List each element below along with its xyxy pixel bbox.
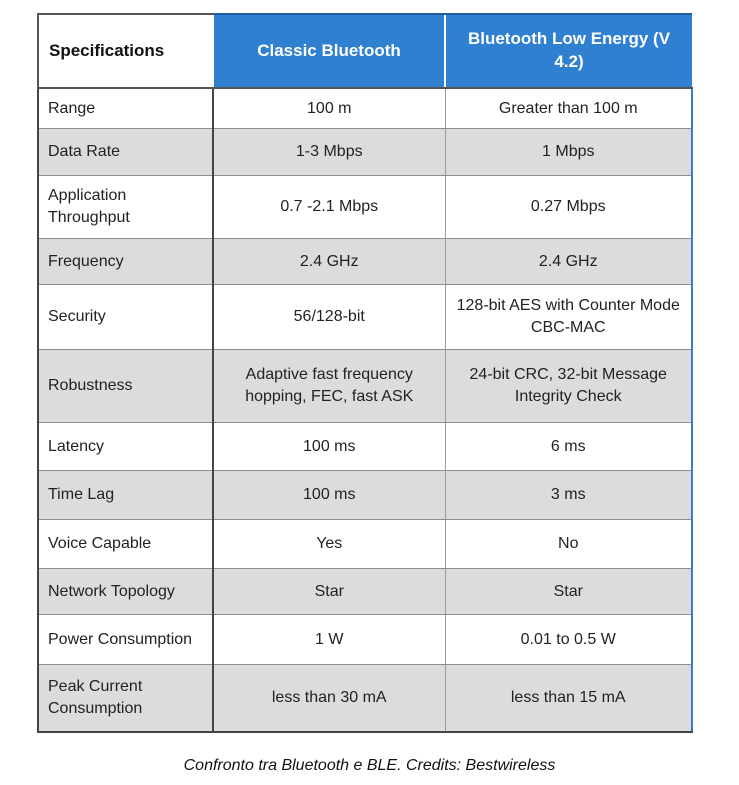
table-header-row [38,14,692,88]
bluetooth-comparison-table [37,13,693,733]
table-row [38,520,692,569]
row-label: Range [38,88,213,129]
row-label: Data Rate [38,129,213,176]
table-row [38,615,692,665]
classic-value: 2.4 GHz [213,239,445,285]
ble-value: 1 Mbps [445,129,692,176]
row-label: Power Consumption [38,615,213,665]
classic-value: Adaptive fast frequency hopping, FEC, fast ASK [213,350,445,423]
classic-value: less than 30 mA [213,665,445,733]
row-label: Security [38,285,213,350]
ble-value: Star [445,569,692,615]
classic-value: 100 m [213,88,445,129]
table-row [38,285,692,350]
row-label: Voice Capable [38,520,213,569]
classic-value: 1-3 Mbps [213,129,445,176]
table-row [38,129,692,176]
header-specifications: Specifications [38,14,213,88]
classic-value: 56/128-bit [213,285,445,350]
table-row [38,423,692,471]
ble-value: less than 15 mA [445,665,692,733]
classic-value: 0.7 -2.1 Mbps [213,176,445,239]
row-label: Network Topology [38,569,213,615]
ble-value: No [445,520,692,569]
row-label: Frequency [38,239,213,285]
ble-value: 3 ms [445,471,692,520]
row-label: Application Throughput [38,176,213,239]
ble-value: 128-bit AES with Counter Mode CBC-MAC [445,285,692,350]
classic-value: 1 W [213,615,445,665]
ble-value: 24-bit CRC, 32-bit Message Integrity Check [445,350,692,423]
classic-value: 100 ms [213,471,445,520]
table-row [38,88,692,129]
table-row [38,176,692,239]
ble-value: 2.4 GHz [445,239,692,285]
table-row [38,239,692,285]
table-row [38,569,692,615]
ble-value: 0.27 Mbps [445,176,692,239]
classic-value: Star [213,569,445,615]
figure-caption: Confronto tra Bluetooth e BLE. Credits: Bestwireless [183,757,556,774]
header-classic-bluetooth: Classic Bluetooth [213,14,445,88]
classic-value: 100 ms [213,423,445,471]
row-label: Time Lag [38,471,213,520]
ble-value: 6 ms [445,423,692,471]
table-row [38,471,692,520]
row-label: Robustness [38,350,213,423]
comparison-table-container [37,13,691,733]
header-bluetooth-low-energy: Bluetooth Low Energy (V 4.2) [445,14,692,88]
row-label: Latency [38,423,213,471]
ble-value: Greater than 100 m [445,88,692,129]
table-row [38,665,692,733]
row-label: Peak Current Consumption [38,665,213,733]
ble-value: 0.01 to 0.5 W [445,615,692,665]
classic-value: Yes [213,520,445,569]
table-row [38,350,692,423]
